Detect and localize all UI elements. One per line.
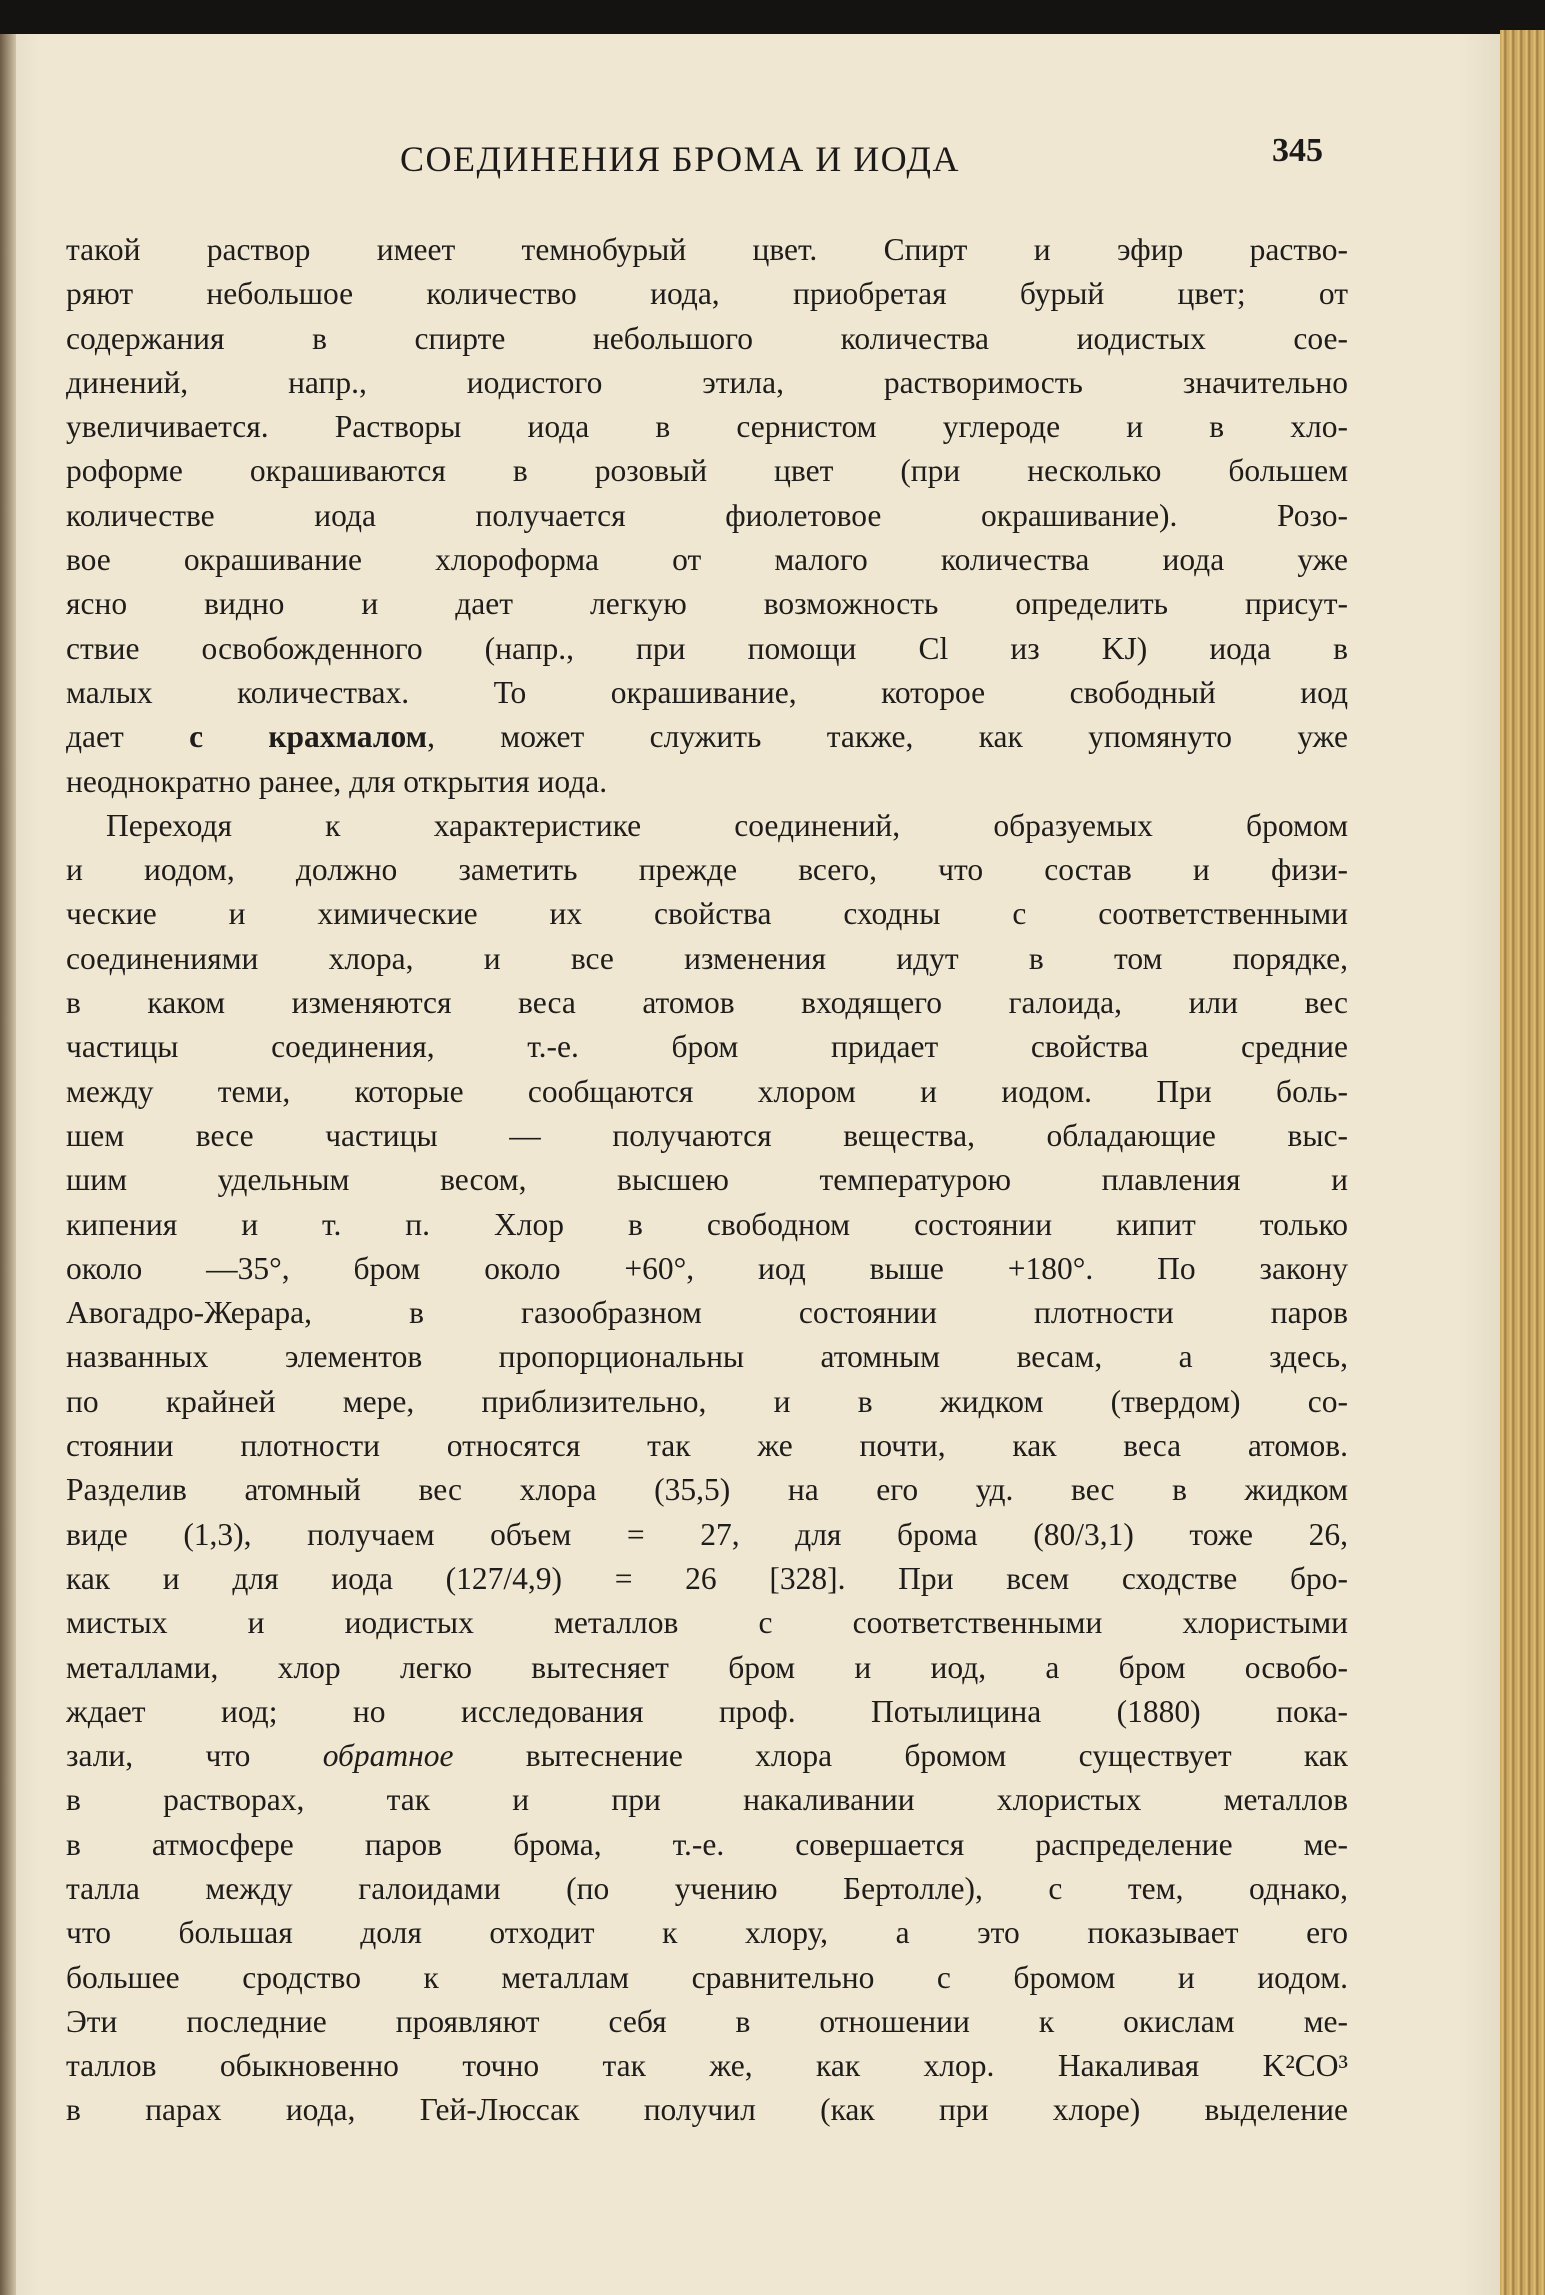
text-line: роформе окрашиваются в розовый цвет (при несколько большем <box>66 453 1348 489</box>
text-line: в атмосфере паров брома, т.-е. совершается распределение ме- <box>66 1826 1348 1862</box>
scan-background <box>0 0 1545 38</box>
text-line <box>66 715 1348 759</box>
text-line: ясно видно и дает легкую возможность определить присут- <box>66 586 1348 622</box>
text-line: ствие освобожденного (напр., при помощи Cl из KJ) иода в <box>66 630 1348 666</box>
body-text <box>66 228 1348 2133</box>
bold-term: с крахмалом <box>189 719 428 755</box>
text-line: Разделив атомный вес хлора (35,5) на его уд. вес в жидком <box>66 1472 1348 1508</box>
text-line: металлами, хлор легко вытесняет бром и иод, а бром освобо- <box>66 1649 1348 1685</box>
text-line: динений, напр., иодистого этила, растворимость значительно <box>66 364 1348 400</box>
book-edge-pages <box>1500 30 1545 2295</box>
text-line: Эти последние проявляют себя в отношении к окислам ме- <box>66 2003 1348 2039</box>
text-line: такой раствор имеет темнобурый цвет. Спирт и эфир раство- <box>66 232 1348 267</box>
text-line: малых количествах. То окрашивание, которое свободный иод <box>66 674 1348 710</box>
text-line: количестве иода получается фиолетовое окрашивание). Розо- <box>66 497 1348 533</box>
text-line: ждает иод; но исследования проф. Потылицина (1880) пока- <box>66 1693 1348 1729</box>
text-line: что большая доля отходит к хлору, а это показывает его <box>66 1915 1348 1951</box>
page-gutter-shadow <box>0 34 16 2295</box>
text-line: неоднократно ранее, для открытия иода. <box>66 763 608 799</box>
text-line: около —35°, бром около +60°, иод выше +180°. По закону <box>66 1250 1348 1286</box>
text-line: кипения и т. п. Хлор в свободном состоянии кипит только <box>66 1206 1348 1242</box>
text-line: Переходя к характеристике соединений, образуемых бромом <box>106 807 1348 843</box>
text-line: по крайней мере, приблизительно, и в жидком (твердом) со- <box>66 1383 1348 1419</box>
text-line: в растворах, так и при накаливании хлористых металлов <box>66 1782 1348 1818</box>
text-line: в каком изменяются веса атомов входящего галоида, или вес <box>66 985 1348 1021</box>
text-line: увеличивается. Растворы иода в сернистом углероде и в хло- <box>66 409 1348 445</box>
text-line: содержания в спирте небольшого количества иодистых сое- <box>66 320 1348 356</box>
text-line: таллов обыкновенно точно так же, как хлор. Накаливая K²CO³ <box>66 2048 1348 2084</box>
text-line <box>66 1734 1348 1778</box>
text-line: мистых и иодистых металлов с соответственными хлористыми <box>66 1605 1348 1641</box>
text-line: большее сродство к металлам сравнительно с бромом и иодом. <box>66 1959 1348 1995</box>
text-line: ческие и химические их свойства сходны с соответственными <box>66 896 1348 932</box>
italic-term: обратное <box>322 1738 454 1774</box>
text-line: как и для иода (127/4,9) = 26 [328]. При всем сходстве бро- <box>66 1560 1348 1596</box>
text-line: между теми, которые сообщаются хлором и иодом. При боль- <box>66 1073 1348 1109</box>
text-line: шим удельным весом, высшею температурою плавления и <box>66 1162 1348 1198</box>
text-line: соединениями хлора, и все изменения идут в том порядке, <box>66 940 1348 976</box>
text-segment: дает <box>66 719 190 755</box>
text-line: Авогадро-Жерара, в газообразном состоянии плотности паров <box>66 1295 1348 1331</box>
text-line: шем весе частицы — получаются вещества, обладающие выс- <box>66 1117 1348 1153</box>
text-line: в парах иода, Гей-Люссак получил (как при хлоре) выделение <box>66 2092 1348 2128</box>
running-title: СОЕДИНЕНИЯ БРОМА И ИОДА <box>400 139 960 179</box>
text-line: стоянии плотности относятся так же почти, как веса атомов. <box>66 1428 1348 1464</box>
text-line: талла между галоидами (по учению Бертолле), с тем, однако, <box>66 1870 1348 1906</box>
text-line: и иодом, должно заметить прежде всего, что состав и физи- <box>66 852 1348 888</box>
text-segment: , может служить также, как упомянуто уже <box>427 719 1348 755</box>
page-header <box>0 130 1500 190</box>
text-line: виде (1,3), получаем объем = 27, для брома (80/3,1) тоже 26, <box>66 1516 1348 1552</box>
text-line: ряют небольшое количество иода, приобретая бурый цвет; от <box>66 276 1348 312</box>
text-line: вое окрашивание хлороформа от малого количества иода уже <box>66 542 1348 578</box>
text-line: частицы соединения, т.-е. бром придает свойства средние <box>66 1029 1348 1065</box>
text-line: названных элементов пропорциональны атомным весам, а здесь, <box>66 1339 1348 1375</box>
text-segment: вытеснение хлора бромом существует как <box>453 1738 1348 1774</box>
page-number: 345 <box>1272 132 1323 169</box>
text-segment: зали, что <box>66 1738 323 1774</box>
